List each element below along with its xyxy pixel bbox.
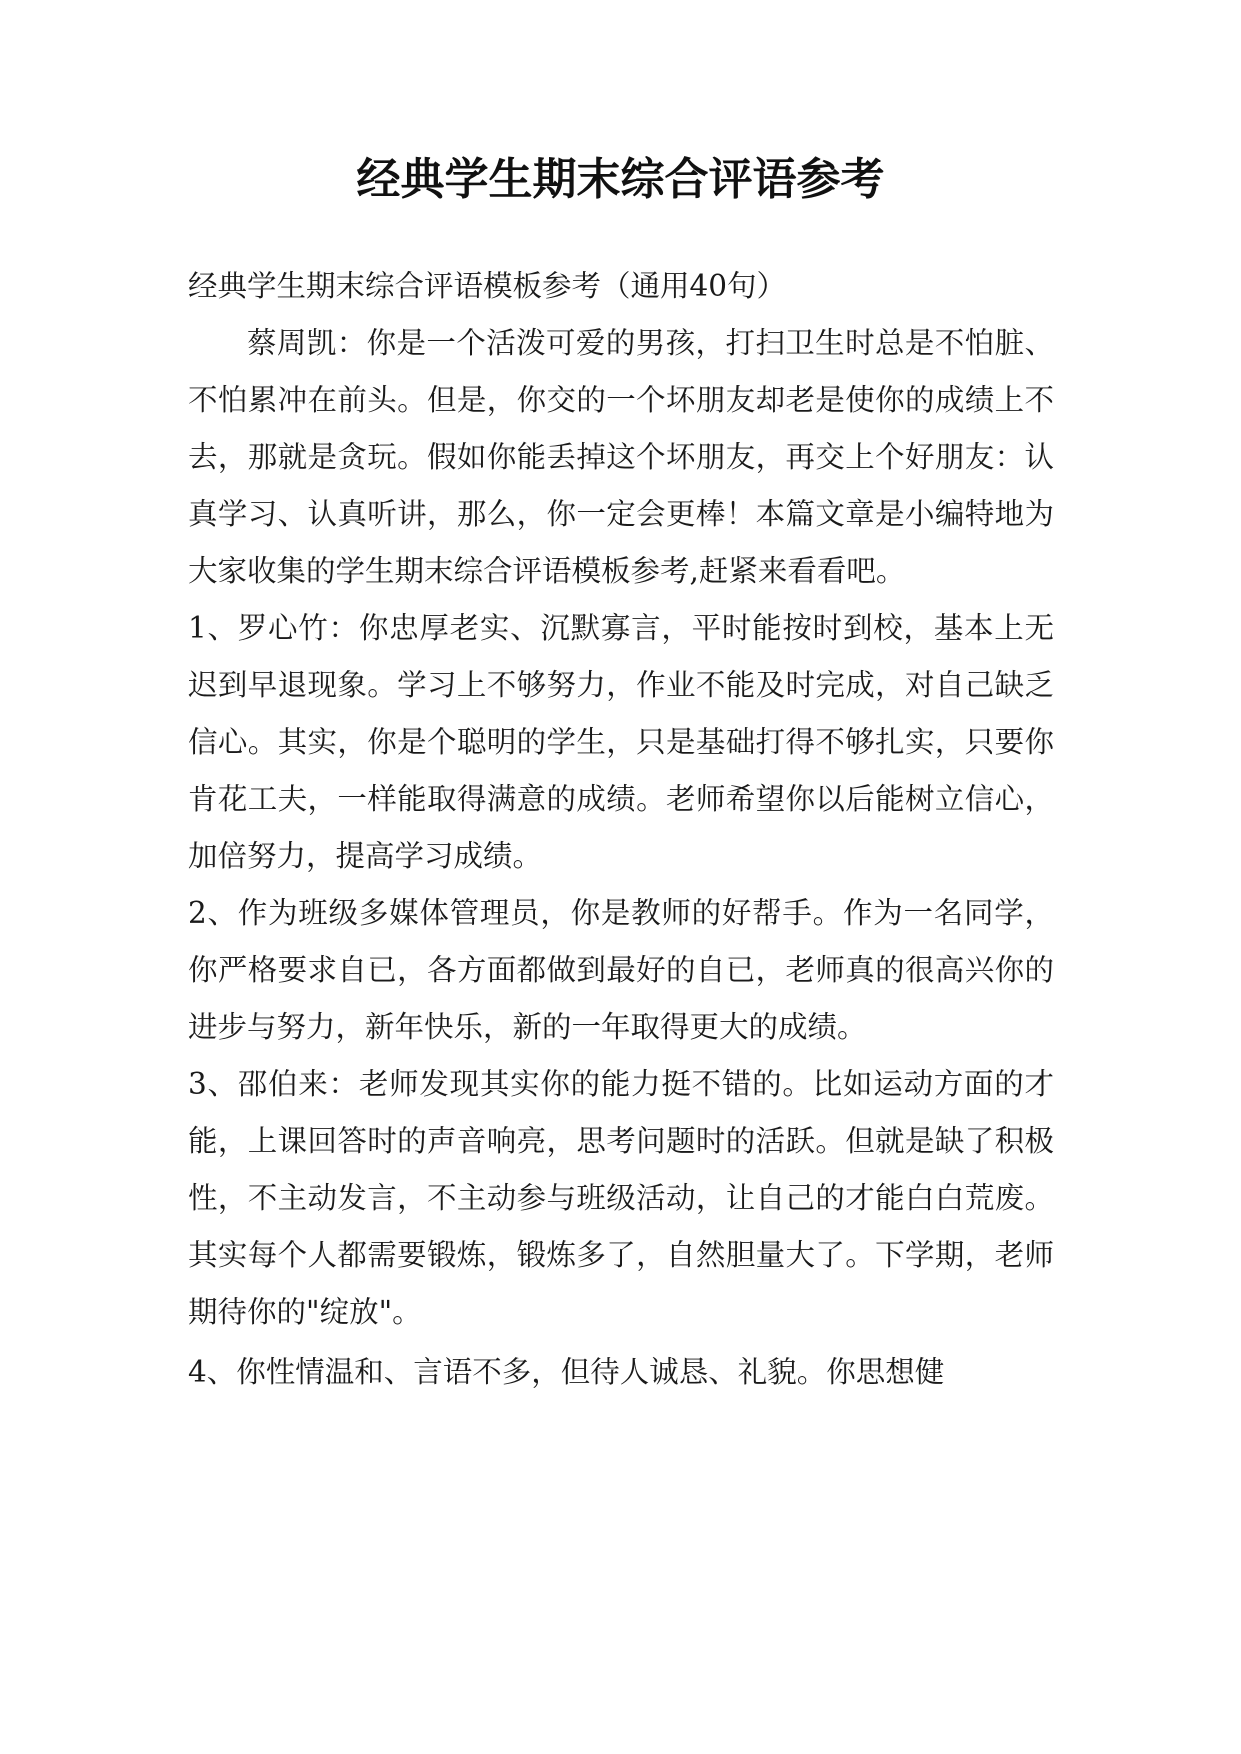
document-body <box>188 258 1054 1401</box>
comment-item-3: 3、邵伯来：老师发现其实你的能力挺不错的。比如运动方面的才能，上课回答时的声音响亮，思考问题时的活跃。但就是缺了积极性，不主动发言，不主动参与班级活动，让自己的才能白白荒废。其实每个人都需要锻炼，锻炼多了，自然胆量大了。下学期，老师期待你的"绽放"。 <box>188 1067 1054 1329</box>
document-subtitle: 经典学生期末综合评语模板参考（通用40句） <box>188 269 787 303</box>
comment-item-4: 4、你性情温和、言语不多，但待人诚恳、礼貌。你思想健 <box>188 1355 945 1389</box>
document-title: 经典学生期末综合评语参考 <box>356 154 885 205</box>
comment-item-1: 1、罗心竹：你忠厚老实、沉默寡言，平时能按时到校，基本上无迟到早退现象。学习上不够努力，作业不能及时完成，对自己缺乏信心。其实，你是个聪明的学生，只是基础打得不够扎实，只要你肯花工夫，一样能取得满意的成绩。老师希望你以后能树立信心，加倍努力，提高学习成绩。 <box>188 611 1054 873</box>
comment-item-2: 2、作为班级多媒体管理员，你是教师的好帮手。作为一名同学，你严格要求自已，各方面都做到最好的自已，老师真的很高兴你的进步与努力，新年快乐，新的一年取得更大的成绩。 <box>188 896 1054 1044</box>
intro-paragraph: 蔡周凯：你是一个活泼可爱的男孩，打扫卫生时总是不怕脏、不怕累冲在前头。但是，你交的一个坏朋友却老是使你的成绩上不去，那就是贪玩。假如你能丢掉这个坏朋友，再交上个好朋友：认真学习、认真听讲，那么，你一定会更棒！本篇文章是小编特地为大家收集的学生期末综合评语模板参考,赶紧来看看吧。 <box>188 326 1054 588</box>
